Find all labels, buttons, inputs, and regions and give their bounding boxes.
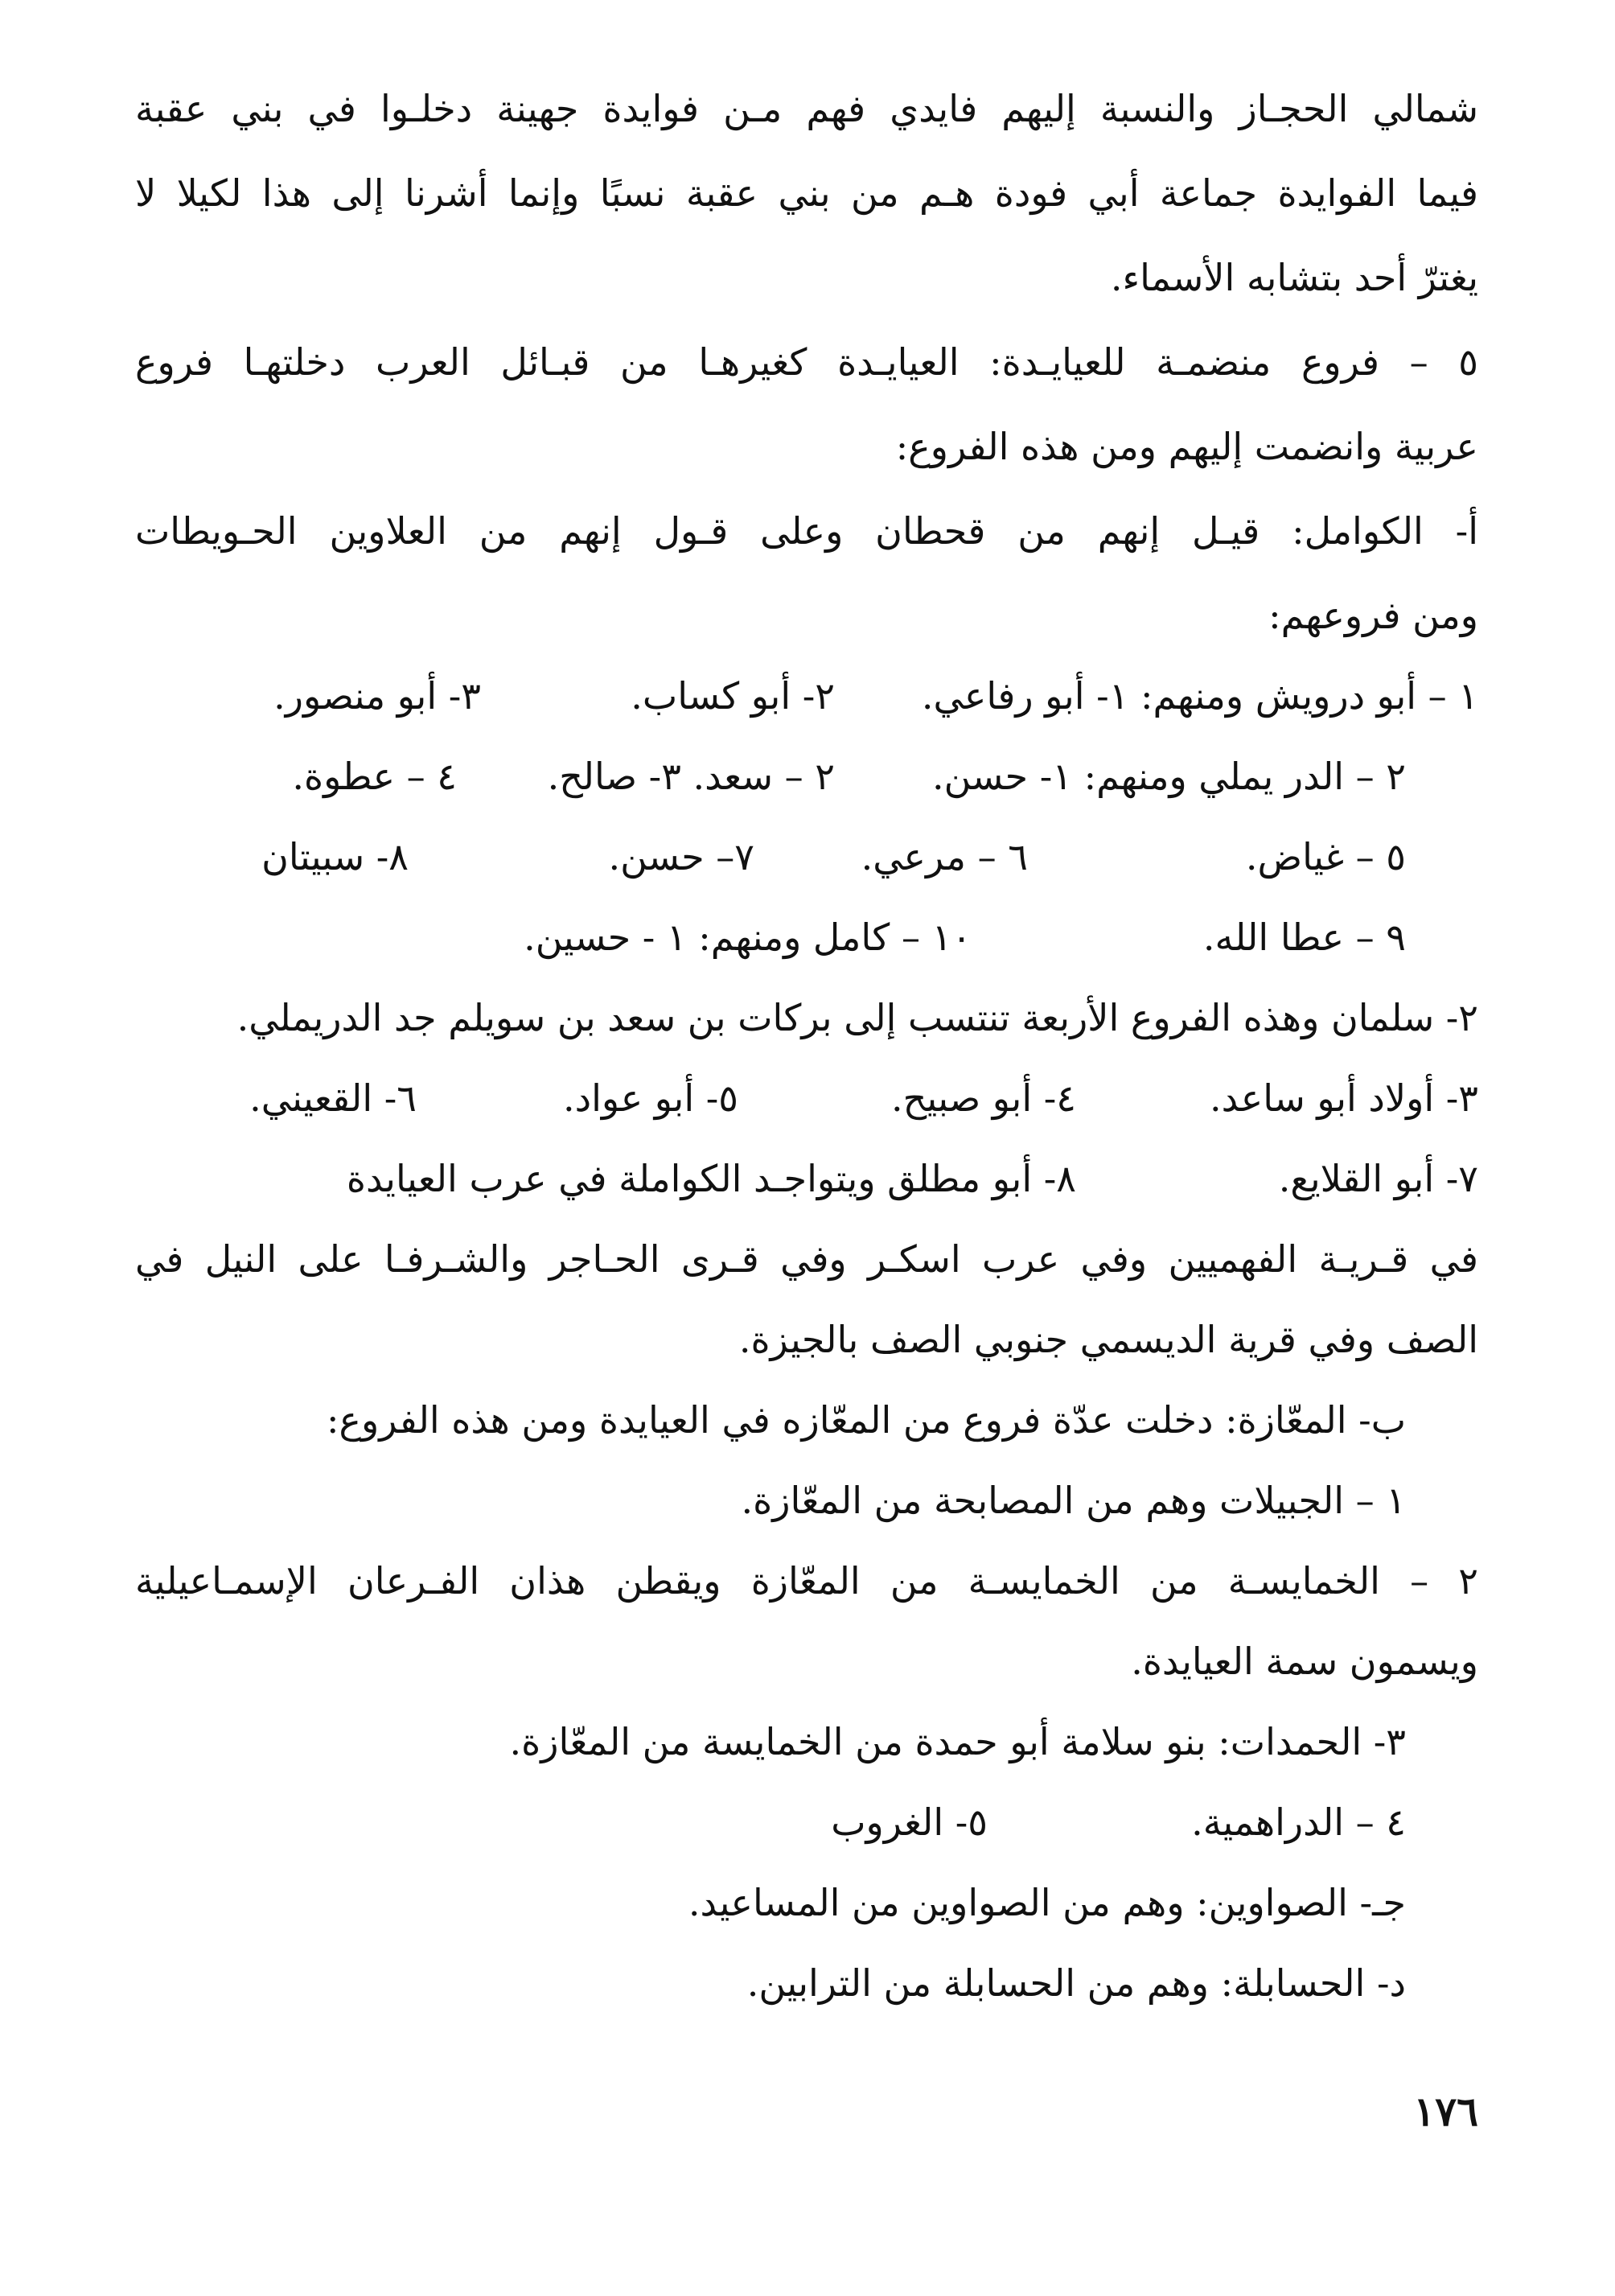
list-item: ٢ – سعد. ٣- صالح. — [547, 755, 835, 798]
list-item: ٦ – مرعي. — [861, 835, 1028, 878]
text-line-7: ومن فروعهم: — [1268, 594, 1478, 637]
list-item: ٥- الغروب — [831, 1800, 988, 1844]
text-line-jubaylat: ١ – الجبيلات وهم من المصابحة من المعّازة. — [741, 1479, 1406, 1522]
text-line-maaza: ب- المعّازة: دخلت عدّة فروع من المعّازه في العيايدة ومن هذه الفروع: — [327, 1398, 1406, 1442]
list-item: ٨- أبو مطلق ويتواجـد الكواملة في عرب العيايدة — [346, 1157, 1076, 1200]
text-line-salman: ٢- سلمان وهذه الفروع الأربعة تنتسب إلى بركات بن سعد بن سويلم جد الدريملي. — [236, 996, 1478, 1039]
list-item: ٢ – الدر يملي ومنهم: ١- حسن. — [932, 755, 1406, 798]
list-item: ٣- أبو منصور. — [273, 674, 481, 718]
list-item: ٢- أبو كساب. — [631, 674, 835, 718]
list-row-5 — [135, 1058, 1478, 1138]
text-line-hasabla: د- الحسابلة: وهم من الحسابلة من الترابين. — [746, 1961, 1406, 2005]
text-line-sawawin: جـ- الصواوين: وهم من الصواوين من المساعيد. — [688, 1881, 1406, 1924]
text-line-3: يغترّ أحد بتشابه الأسماء. — [1110, 256, 1478, 299]
list-item: ١ – أبو درويش ومنهم: ١- أبو رفاعي. — [921, 674, 1478, 718]
list-row-7 — [135, 1782, 1406, 1862]
text-line-9: الصف وفي قرية الديسمي جنوبي الصف بالجيزة. — [738, 1318, 1478, 1361]
text-line-6: أ- الكوامل: قيـل إنهم من قحطان وعلى قـول إنهم من العلاوين الحـويطات — [135, 509, 1478, 553]
list-item: ٦- القعيني. — [249, 1076, 417, 1120]
list-item: ٧– حسن. — [608, 835, 754, 878]
list-row-6 — [135, 1138, 1478, 1219]
list-row-2 — [135, 736, 1406, 817]
list-row-1 — [135, 656, 1478, 736]
list-item: ٤- أبو صبيح. — [891, 1076, 1076, 1120]
list-item: ٥ – غياض. — [1245, 835, 1406, 878]
text-line-5: عربية وانضمت إليهم ومن هذه الفروع: — [895, 425, 1478, 468]
list-row-3 — [135, 817, 1406, 897]
list-item: ٧- أبو القلايع. — [1278, 1157, 1478, 1200]
text-line-hamdat: ٣- الحمدات: بنو سلامة أبو حمدة من الخمايسة من المعّازة. — [509, 1720, 1406, 1763]
list-row-4 — [135, 897, 1406, 977]
list-item: ٥- أبو عواد. — [563, 1076, 738, 1120]
list-item: ٤ – عطوة. — [292, 755, 457, 798]
page-number: ١٧٦ — [1413, 2088, 1478, 2135]
text-line-4: ٥ – فروع منضمـة للعيايـدة: العيايـدة كغيرهـا من قبـائل العرب دخلتهـا فروع — [135, 340, 1478, 384]
list-item: ٣- أولاد أبو ساعد. — [1210, 1076, 1478, 1120]
list-item: ١٠ – كامل ومنهم: ١ - حسين. — [524, 916, 972, 959]
text-line-2: فيما الفوايدة جماعة أبي فودة هـم من بني عقبة نسبًا وإنما أشرنا إلى هذا لكيلا لا — [135, 171, 1478, 215]
list-item: ٩ – عطا الله. — [1202, 916, 1406, 959]
text-line-8: في قـريـة الفهميين وفي عرب اسكـر وفي قـرى الحـاجر والشـرفـا على النيل في — [135, 1237, 1478, 1281]
text-line-1: شمالي الحجـاز والنسبة إليهم فايدي فهم مـن فوايدة جهينة دخلـوا في بني عقبة — [135, 87, 1478, 130]
text-line-khamaysa: ٢ – الخمايسـة من الخمايسـة من المعّازة ويقطن هذان الفـرعان الإسمـاعيلية — [135, 1559, 1478, 1603]
text-line-yusamun: ويسمون سمة العيايدة. — [1131, 1640, 1478, 1683]
list-item: ٤ – الدراهمية. — [1191, 1800, 1406, 1844]
list-item: ٨- سبيتان — [261, 835, 409, 878]
